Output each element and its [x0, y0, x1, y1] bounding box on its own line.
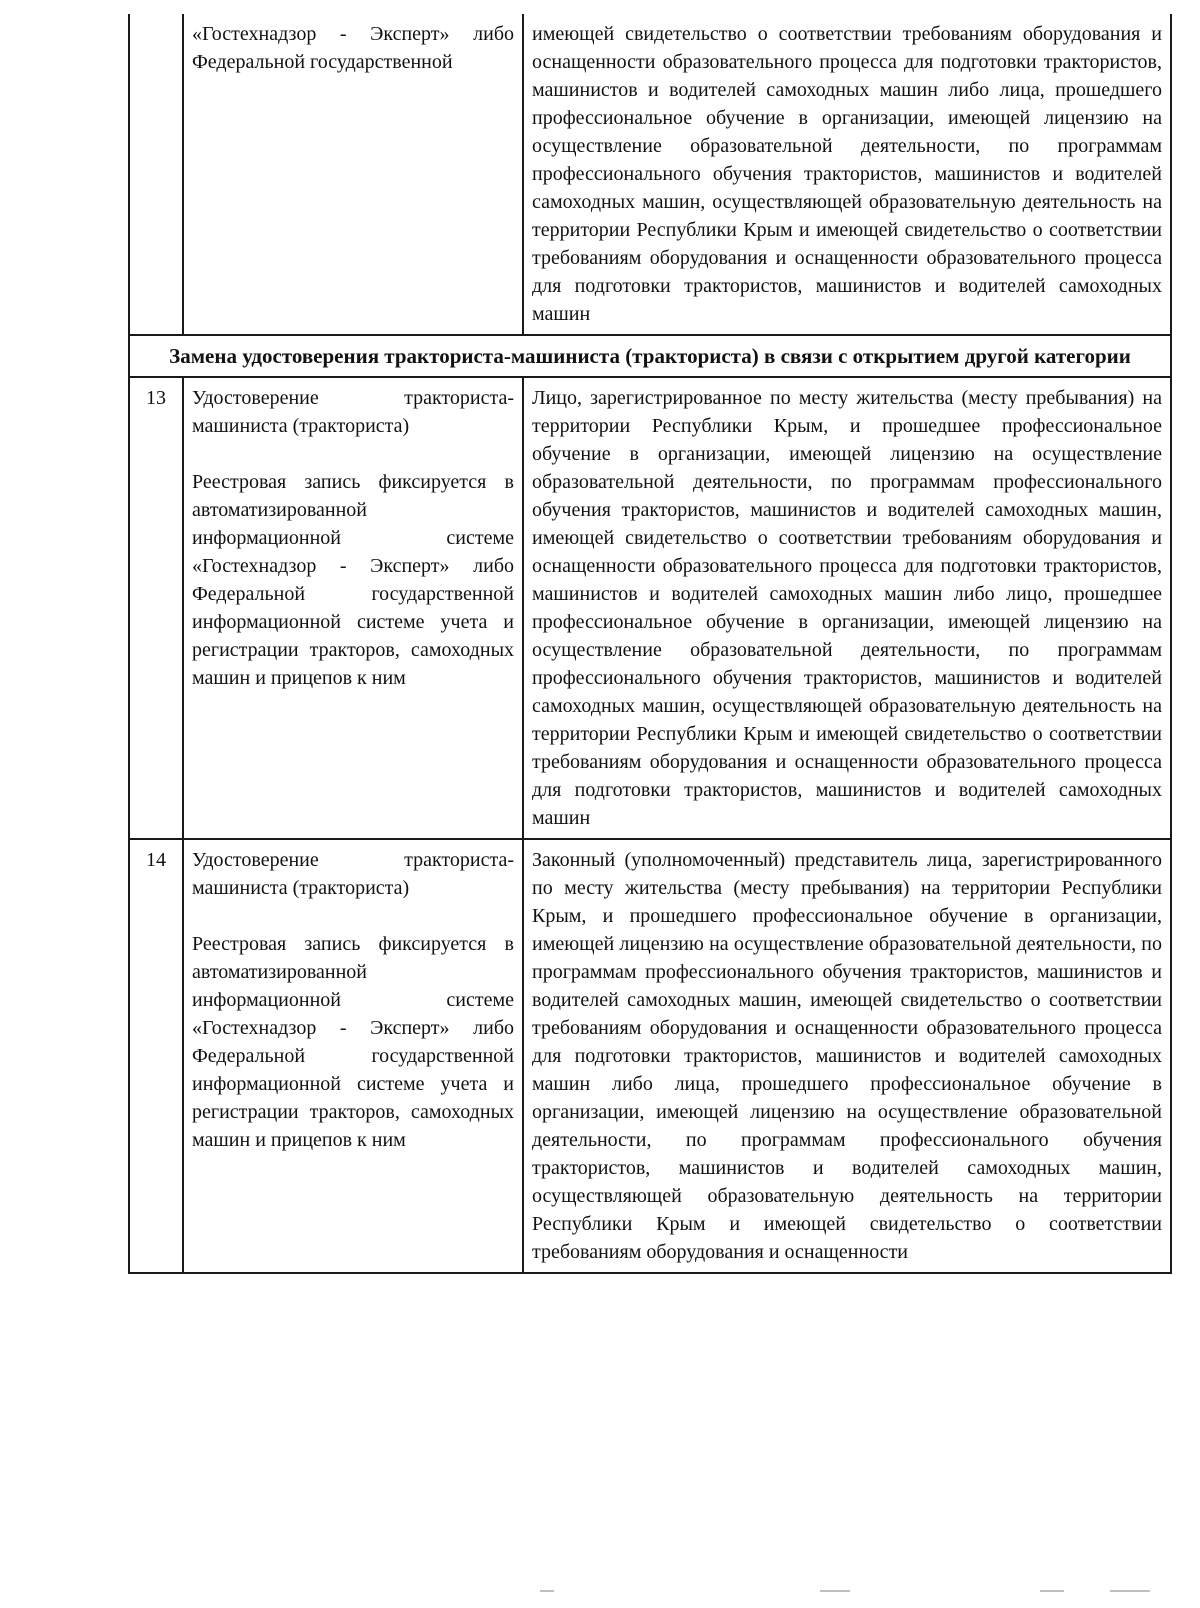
applicant-description-cell	[523, 377, 1171, 839]
applicant-description-cell	[523, 14, 1171, 335]
table-row-14	[129, 839, 1171, 1273]
applicant-description-text: Законный (уполномоченный) представитель лица, зарегистрированного по месту жительства (месту пребывания) на территории Республики Крым, и прошедшего профессиональное обучение в организации, имеющей лицензию на осуществление образовательной деятельности, по программам профессионального обучения трактористов, машинистов и водителей самоходных машин, имеющей свидетельство о соответствии требованиям оборудования и оснащенности образовательного процесса для подготовки трактористов, машинистов и водителей самоходных машин либо лица, прошедшего профессиональное обучение в организации, имеющей лицензию на осуществление образовательной деятельности, по программам профессионального обучения трактористов, машинистов и водителей самоходных машин, осуществляющей образовательную деятельность на территории Республики Крым и имеющей свидетельство о соответствии требованиям оборудования и оснащенности	[532, 849, 1162, 1263]
document-title: Удостоверение тракториста-машиниста (тракториста)	[192, 387, 514, 437]
scan-artifact	[1040, 1590, 1064, 1592]
registry-note: Реестровая запись фиксируется в автоматизированной информационной системе «Гостехнадзор - Эксперт» либо Федеральной государственной информационной системе учета и регистрации тракторов, самоходных машин и прицепов к ним	[192, 471, 514, 689]
scan-artifact	[1110, 1590, 1150, 1592]
applicant-description-text: Лицо, зарегистрированное по месту жительства (месту пребывания) на территории Республики Крым, и прошедшее профессиональное обучение в организации, имеющей лицензию на осуществление образовательной деятельности, по программам профессионального обучения трактористов, машинистов и водителей самоходных машин, имеющей свидетельство о соответствии требованиям оборудования и оснащенности образовательного процесса для подготовки трактористов, машинистов и водителей самоходных машин либо лицо, прошедшее профессиональное обучение в организации, имеющей лицензию на осуществление образовательной деятельности, по программам профессионального обучения трактористов, машинистов и водителей самоходных машин, осуществляющей образовательную деятельность на территории Республики Крым и имеющей свидетельство о соответствии требованиям оборудования и оснащенности образовательного процесса для подготовки трактористов, машинистов и водителей самоходных машин	[532, 387, 1162, 829]
section-header-row	[129, 335, 1171, 377]
table-row-continuation	[129, 14, 1171, 335]
table-row-13	[129, 377, 1171, 839]
scan-artifact	[820, 1590, 850, 1592]
document-title: Удостоверение тракториста-машиниста (тракториста)	[192, 849, 514, 899]
document-name-cell	[183, 14, 523, 335]
row-number: 13	[129, 377, 183, 839]
section-header: Замена удостоверения тракториста-машиниста (тракториста) в связи с открытием другой категории	[129, 335, 1171, 377]
applicant-description-text: имеющей свидетельство о соответствии требованиям оборудования и оснащенности образовательного процесса для подготовки трактористов, машинистов и водителей самоходных машин либо лица, прошедшего профессиональное обучение в организации, имеющей лицензию на осуществление образовательной деятельности, по программам профессионального обучения трактористов, машинистов и водителей самоходных машин, осуществляющей образовательную деятельность на территории Республики Крым и имеющей свидетельство о соответствии требованиям оборудования и оснащенности образовательного процесса для подготовки трактористов, машинистов и водителей самоходных машин	[532, 23, 1162, 325]
document-table	[128, 14, 1172, 1274]
document-name-text: «Гостехнадзор - Эксперт» либо Федеральной государственной	[192, 23, 514, 73]
scan-artifact	[540, 1590, 554, 1592]
row-number: 14	[129, 839, 183, 1273]
row-number-cell	[129, 14, 183, 335]
applicant-description-cell	[523, 839, 1171, 1273]
document-name-cell	[183, 377, 523, 839]
document-name-cell	[183, 839, 523, 1273]
registry-note: Реестровая запись фиксируется в автоматизированной информационной системе «Гостехнадзор - Эксперт» либо Федеральной государственной информационной системе учета и регистрации тракторов, самоходных машин и прицепов к ним	[192, 933, 514, 1151]
